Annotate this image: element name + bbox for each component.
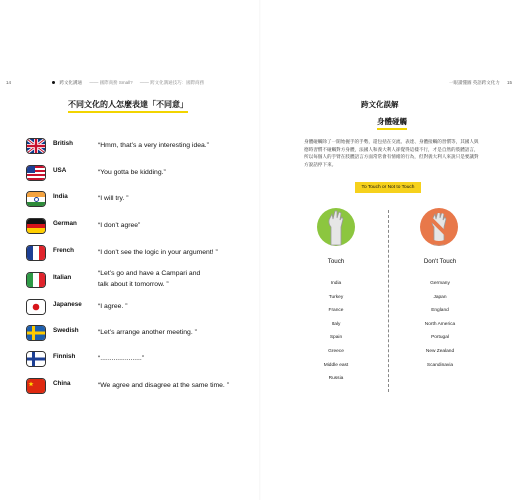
list-item: [26, 137, 246, 157]
left-crumb-2: —— 跨文化溝通技巧：國際商務: [139, 80, 205, 85]
italy-flag-icon: [26, 272, 46, 288]
list-item: Italy: [331, 321, 341, 327]
quote-text: “I don’t agree”: [98, 222, 141, 229]
list-item: Japan: [433, 294, 447, 300]
list-item: Greece: [328, 348, 344, 354]
quote-text: “I don’t see the logic in your argument! ”: [98, 249, 218, 256]
list-item: Turkey: [328, 294, 344, 300]
usa-flag-icon: [26, 165, 46, 181]
section-badge: To Touch or Not to Touch: [355, 182, 421, 193]
left-running-header: [6, 80, 204, 90]
china-flag-icon: [26, 378, 46, 394]
germany-flag-icon: [26, 218, 46, 234]
quote-line-2: talk about it tomorrow. ”: [98, 281, 169, 288]
list-item: [26, 217, 246, 237]
title-underline: [68, 111, 188, 113]
list-item: France: [328, 308, 344, 314]
right-page-subtitle: [377, 116, 407, 127]
list-item: Spain: [329, 335, 343, 341]
list-item: [26, 190, 246, 210]
quote-text: “We agree and disagree at the same time. ”: [98, 382, 229, 389]
touch-hand-icon: [314, 205, 358, 249]
list-item: [26, 324, 246, 344]
list-item: [26, 244, 246, 264]
japan-flag-icon: [26, 299, 46, 315]
left-page-number: 14: [6, 80, 12, 85]
right-running-header: [449, 80, 512, 90]
country-label: USA: [53, 167, 67, 174]
right-page-title: 跨文化誤解: [361, 100, 399, 109]
list-item: Middle east: [323, 362, 349, 368]
list-item: Portugal: [431, 335, 449, 341]
quote-text: “I will try. ”: [98, 195, 129, 202]
country-label: French: [53, 247, 74, 254]
quote-text: “You gotta be kidding.”: [98, 169, 166, 176]
country-label: Swedish: [53, 327, 79, 334]
list-item: India: [330, 281, 342, 286]
left-page-title: [68, 99, 188, 110]
book-gutter: [259, 0, 261, 500]
subtitle-underline: [377, 128, 407, 130]
list-item: Russia: [328, 376, 344, 382]
touch-column-header: Touch: [327, 258, 345, 265]
left-crumb-1: —— 國際商務 Small?: [89, 80, 133, 85]
india-flag-icon: [26, 191, 46, 207]
list-item: Germany: [430, 281, 450, 286]
sweden-flag-icon: [26, 325, 46, 341]
list-item: North America: [424, 321, 456, 327]
dont-touch-hand-icon: [417, 205, 461, 249]
country-label: Japanese: [53, 301, 82, 308]
bullet-icon: [52, 81, 55, 84]
quote-line-1: “Let’s go and have a Campari and: [98, 270, 201, 277]
country-label: India: [53, 193, 68, 200]
france-flag-icon: [26, 245, 46, 261]
list-item: England: [431, 308, 449, 314]
dont-touch-country-list: [405, 277, 475, 372]
country-label: Finnish: [53, 353, 76, 360]
left-page-title-text: 不同文化的人怎麼表達「不同意」: [68, 100, 188, 109]
country-label: Italian: [53, 274, 72, 281]
list-item: [26, 271, 246, 291]
quote-text: “Let’s arrange another meeting. ”: [98, 329, 197, 336]
left-section-label: 跨文化溝通: [59, 80, 83, 85]
country-label: British: [53, 140, 73, 147]
list-item: [26, 164, 246, 184]
list-item: [26, 350, 246, 370]
right-page-subtitle-text: 身體碰觸: [377, 117, 407, 126]
quote-text: “I agree. ”: [98, 303, 128, 310]
touch-country-list: [301, 277, 371, 386]
country-label: China: [53, 380, 71, 387]
body-paragraph: 身體碰觸除了一開始握手的手勢，還包括在交流、表達、身體接觸的習慣等，其國人與德時習慣不碰觸對方身體，法國人和義大利人卻覺得這樣不行，才是自然的肢體語言，所以每個人的手臂在肢體語言方面常常會有情緒的行為，但對義大利人來說只是要讓對方說話停下來。: [304, 139, 479, 167]
right-section-label: 一眼讀懂圖 英語跨文化力: [448, 80, 500, 85]
quote-text: [98, 268, 200, 290]
list-item: [26, 298, 246, 318]
uk-flag-icon: [26, 138, 46, 154]
column-divider: [388, 210, 389, 392]
quote-text: “......................”: [98, 355, 145, 362]
right-page-number: 15: [506, 80, 512, 85]
list-item: Scandinavia: [426, 362, 454, 368]
quote-text: “Hmm, that’s a very interesting idea.”: [98, 142, 209, 149]
list-item: New Zealand: [425, 348, 455, 354]
finland-flag-icon: [26, 351, 46, 367]
dont-touch-column-header: Don't Touch: [423, 258, 457, 265]
list-item: [26, 377, 246, 397]
country-label: German: [53, 220, 77, 227]
